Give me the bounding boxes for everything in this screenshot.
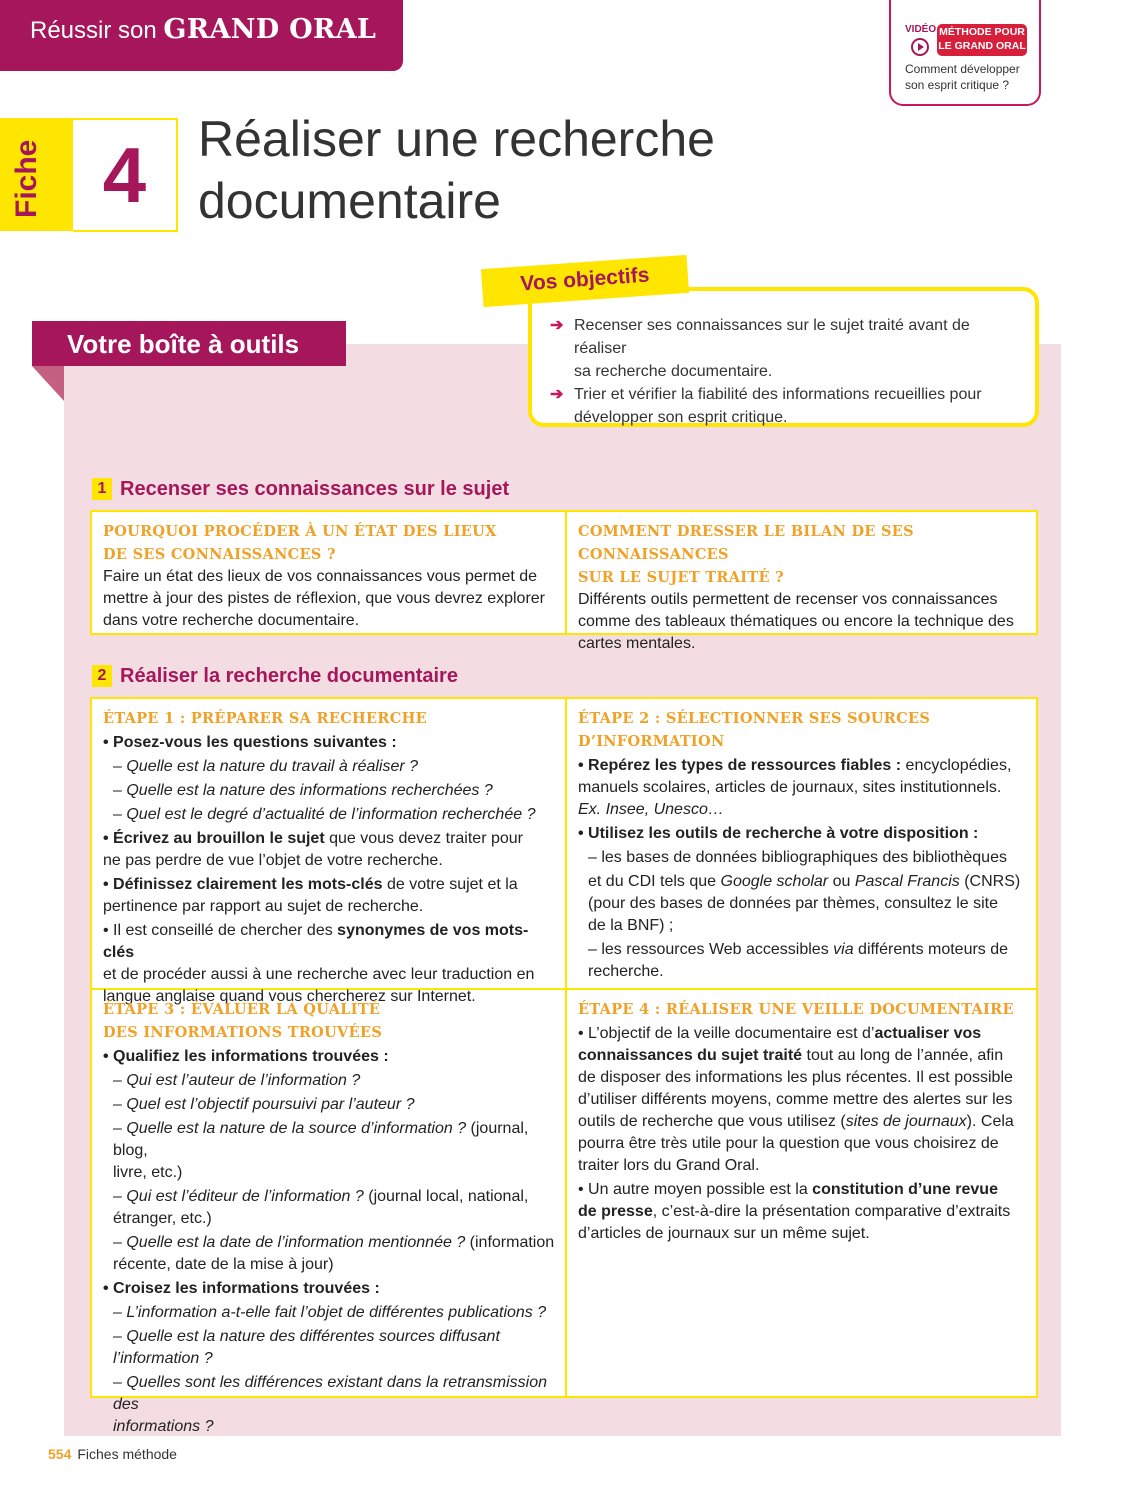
- section1-heading: [92, 478, 509, 501]
- cell-line: Faire un état des lieux de vos connaissances vous permet de: [103, 568, 538, 585]
- header-prefix: Réussir son: [30, 17, 157, 44]
- para-bold: de presse: [578, 1203, 653, 1220]
- question: – Quelle est la nature de la source d’information ?: [113, 1120, 467, 1137]
- question: – Quelle est la date de l’information mentionnée ?: [113, 1234, 466, 1251]
- question: – Quel est le degré d’actualité de l’information recherchée ?: [113, 806, 536, 823]
- bullet-bold: • Définissez clairement les mots-clés: [103, 876, 383, 893]
- page-footer: [48, 1446, 177, 1462]
- cell-line: Différents outils permettent de recenser vos connaissances: [578, 591, 998, 608]
- question: – L’information a-t-elle fait l’objet de différentes publications ?: [113, 1304, 547, 1321]
- question-rest: récente, date de la mise à jour): [113, 1256, 334, 1273]
- para-text: outils de recherche que vous utilisez (: [578, 1113, 846, 1130]
- video-label: VIDÉO: [905, 24, 937, 35]
- step3-cell: [92, 990, 565, 1438]
- bullet: • Posez-vous les questions suivantes :: [103, 734, 397, 751]
- page-title-line1: Réaliser une recherche: [198, 111, 715, 167]
- step2-cell: [567, 699, 1038, 983]
- cell-title: POURQUOI PROCÉDER À UN ÉTAT DES LIEUX: [103, 523, 497, 540]
- sub-text: – les ressources Web accessibles: [588, 941, 834, 958]
- sub-italic: via: [833, 941, 854, 958]
- video-subtitle: [905, 61, 1020, 93]
- objective-line: Trier et vérifier la fiabilité des informations recueillies pour: [574, 386, 982, 403]
- sub-item: recherche.: [588, 963, 664, 980]
- question: – Quelle est la nature des différentes sources diffusant: [113, 1328, 500, 1345]
- section1-table: [90, 510, 1038, 652]
- question: – Quel est l’objectif poursuivi par l’auteur ?: [113, 1096, 415, 1113]
- bullet-text: ne pas perdre de vue l’objet de votre recherche.: [103, 852, 443, 869]
- para-text: traiter lors du Grand Oral.: [578, 1157, 760, 1174]
- question-rest: étranger, etc.): [113, 1210, 212, 1227]
- para-italic: sites de journaux: [845, 1113, 967, 1130]
- fiche-number: 4: [73, 118, 178, 232]
- section2-heading: [92, 665, 458, 688]
- cell-title: ÉTAPE 4 : RÉALISER UNE VEILLE DOCUMENTAIRE: [578, 1001, 1014, 1018]
- cell-title: ÉTAPE 3 : ÉVALUER LA QUALITÉ: [103, 1001, 381, 1018]
- bullet-bold: • Croisez les informations trouvées :: [103, 1280, 380, 1297]
- page-number: 554: [48, 1446, 72, 1462]
- header-title: [30, 14, 376, 47]
- cell-line: dans votre recherche documentaire.: [103, 612, 360, 629]
- bullet-text: de votre sujet et la: [382, 876, 518, 893]
- para-text: d’articles de journaux sur un même sujet.: [578, 1225, 870, 1242]
- question: l’information ?: [113, 1350, 213, 1367]
- cell-title: SUR LE SUJET TRAITÉ ?: [578, 569, 784, 586]
- bullet-text: pertinence par rapport au sujet de recherche.: [103, 898, 424, 915]
- question-rest: livre, etc.): [113, 1164, 183, 1181]
- para-bold: constitution d’une revue: [812, 1181, 998, 1198]
- cell-title: DE SES CONNAISSANCES ?: [103, 546, 336, 563]
- section2-title: Réaliser la recherche documentaire: [120, 665, 458, 687]
- para-text: • L’objectif de la veille documentaire est d’: [578, 1025, 875, 1042]
- objective-item: [548, 383, 1026, 429]
- cell-line: mettre à jour des pistes de réflexion, que vous devrez explorer: [103, 590, 546, 607]
- para-text: , c’est-à-dire la présentation comparative d’extraits: [652, 1203, 1011, 1220]
- video-badge: [937, 24, 1027, 56]
- cell-line: cartes mentales.: [578, 635, 696, 652]
- objective-line: développer son esprit critique.: [574, 409, 788, 426]
- para-text: d’utiliser différents moyens, comme mettre des alertes sur les: [578, 1091, 1013, 1108]
- para-text: pourra être très utile pour la question que vous choisirez de: [578, 1135, 999, 1152]
- question: – Quelles sont les différences existant dans la retransmission des: [113, 1374, 547, 1413]
- sub-text: (CNRS): [959, 873, 1021, 890]
- toolbox-title: Votre boîte à outils: [32, 321, 346, 366]
- footer-label: Fiches méthode: [77, 1446, 177, 1462]
- para-text: tout au long de l’année, afin: [802, 1047, 1004, 1064]
- question: – Quelle est la nature du travail à réaliser ?: [113, 758, 419, 775]
- step1-cell: [92, 699, 565, 1008]
- cell-title: DES INFORMATIONS TROUVÉES: [103, 1024, 383, 1041]
- para-text: de disposer des informations les plus récentes. Il est possible: [578, 1069, 1013, 1086]
- bullet-text: encyclopédies,: [901, 757, 1012, 774]
- bullet-bold: • Repérez les types de ressources fiables :: [578, 757, 902, 774]
- cell-title: COMMENT DRESSER LE BILAN DE SES CONNAISSANCES: [578, 523, 914, 563]
- header-highlight: GRAND ORAL: [163, 14, 377, 45]
- arrow-right-icon: ➔: [550, 386, 564, 403]
- page-title-line2: documentaire: [198, 173, 501, 229]
- bullet-text: langue anglaise quand vous chercherez sur Internet.: [103, 988, 476, 1005]
- objective-line: sa recherche documentaire.: [574, 363, 773, 380]
- section1-left-cell: [92, 512, 565, 632]
- video-badge-line2: LE GRAND ORAL: [938, 40, 1026, 52]
- sub-text: ou: [828, 873, 855, 890]
- sub-italic: Google scholar: [720, 873, 829, 890]
- video-box[interactable]: [889, 0, 1041, 106]
- toolbox-fold: [32, 366, 64, 401]
- play-icon[interactable]: [911, 38, 929, 56]
- sub-text: différents moteurs de: [853, 941, 1009, 958]
- question: – Qui est l’éditeur de l’information ?: [113, 1188, 364, 1205]
- cell-line: comme des tableaux thématiques ou encore la technique des: [578, 613, 1014, 630]
- fiche-label: Fiche: [10, 139, 43, 218]
- question-rest: (information: [465, 1234, 555, 1251]
- section2-table: [90, 697, 1038, 1435]
- video-subtitle-line2: son esprit critique ?: [905, 78, 1010, 92]
- bullet-text: que vous devez traiter pour: [324, 830, 523, 847]
- bullet-text: • Il est conseillé de chercher des: [103, 922, 338, 939]
- sub-text: et du CDI tels que: [588, 873, 721, 890]
- sub-item: [578, 871, 1028, 893]
- section2-number: 2: [92, 665, 112, 687]
- cell-title: ÉTAPE 1 : PRÉPARER SA RECHERCHE: [103, 710, 427, 727]
- question-rest: (journal local, national,: [363, 1188, 529, 1205]
- objective-line: Recenser ses connaissances sur le sujet traité avant de réaliser: [574, 317, 970, 357]
- sub-item: (pour des bases de données par thèmes, consultez le site: [588, 895, 999, 912]
- question-rest: (journal, blog,: [113, 1120, 529, 1159]
- sub-item: de la BNF) ;: [588, 917, 674, 934]
- header-banner: [0, 0, 403, 71]
- arrow-right-icon: ➔: [550, 317, 564, 334]
- step4-cell: [567, 990, 1038, 1245]
- section1-right-cell: [567, 512, 1038, 655]
- objective-item: [548, 314, 1026, 383]
- objectives-list: [548, 314, 1026, 429]
- bullet-text: manuels scolaires, articles de journaux, sites institutionnels.: [578, 779, 1002, 796]
- bullet-text: Ex. Insee, Unesco…: [578, 801, 724, 818]
- cell-title: ÉTAPE 2 : SÉLECTIONNER SES SOURCES D’INFORMATION: [578, 710, 931, 750]
- sub-item: – les bases de données bibliographiques des bibliothèques: [588, 849, 1007, 866]
- bullet-bold: • Écrivez au brouillon le sujet: [103, 830, 325, 847]
- bullet-bold: • Utilisez les outils de recherche à votre disposition :: [578, 825, 979, 842]
- video-badge-line1: MÉTHODE POUR: [939, 26, 1025, 38]
- page-title: [198, 108, 715, 232]
- video-subtitle-line1: Comment développer: [905, 62, 1020, 76]
- para-text: ). Cela: [966, 1113, 1014, 1130]
- section1-title: Recenser ses connaissances sur le sujet: [120, 478, 510, 500]
- para-bold: actualiser vos: [874, 1025, 982, 1042]
- sub-italic: Pascal Francis: [854, 873, 960, 890]
- question: – Qui est l’auteur de l’information ?: [113, 1072, 361, 1089]
- question: informations ?: [113, 1418, 214, 1435]
- bullet-bold: • Qualifiez les informations trouvées :: [103, 1048, 389, 1065]
- fiche-label-box: [0, 118, 73, 231]
- question: – Quelle est la nature des informations recherchées ?: [113, 782, 493, 799]
- bullet-bold: synonymes de vos mots-clés: [103, 922, 529, 961]
- sub-item: [578, 939, 1028, 961]
- para-text: • Un autre moyen possible est la: [578, 1181, 813, 1198]
- para-bold: connaissances du sujet traité: [578, 1047, 803, 1064]
- objectives-tag: Vos objectifs: [481, 255, 689, 307]
- bullet-text: et de procéder aussi à une recherche avec leur traduction en: [103, 966, 535, 983]
- section1-number: 1: [92, 478, 112, 500]
